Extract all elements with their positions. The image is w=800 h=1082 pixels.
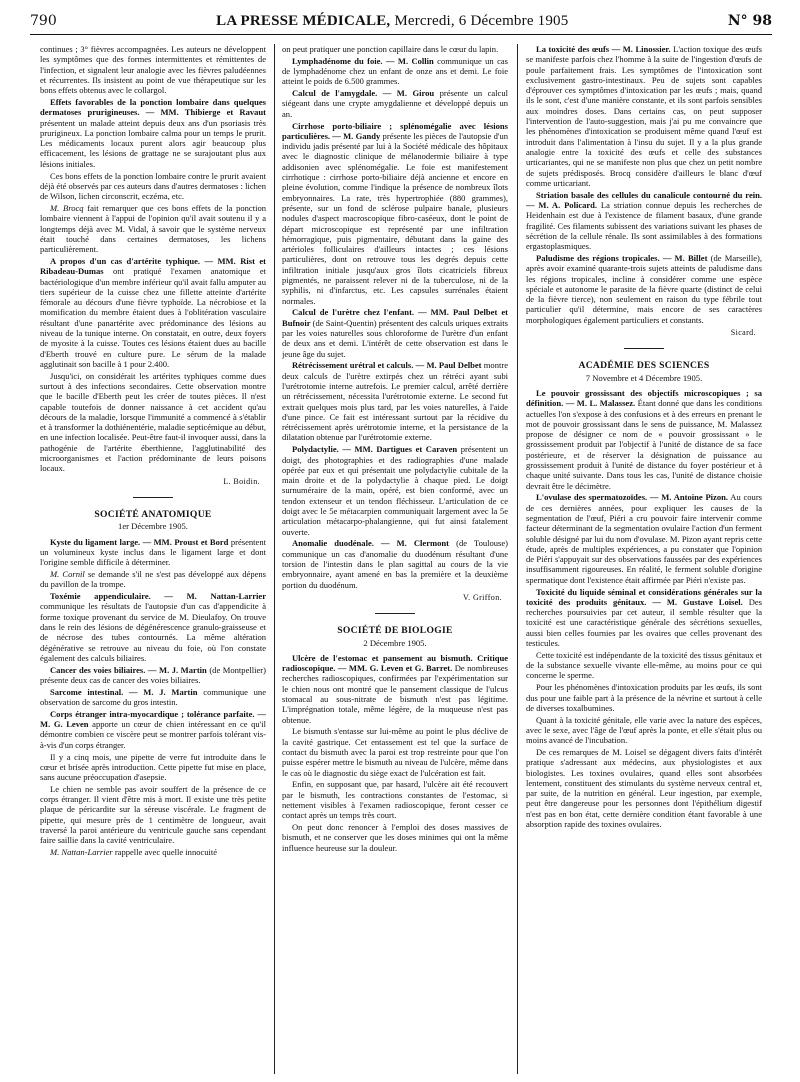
article-anomalie-duodenale: Anomalie duodénale. — M. Clermont (de Toulouse) communique un cas d'anomalie du duodénum résultant d'une torsion de l'intestin dans le plan sagittal au cours de la vie embryonnaire, ayant amené en bas la première et la deuxième portion du duodénum. [282,538,508,590]
paragraph: Il y a cinq mois, une pipette de verre fut introduite dans le cœur et brisée après introduction. Cette pipette fut mise en place, sans aucune préoccupation d'asepsie. [40,751,266,783]
article-heading: Calcul de l'amygdale. — M. Girou [292,88,435,99]
article-striation-basale: Striation basale des cellules du canalicule contourné du rein. — M. A. Policard. La striation connue depuis les recherches de Heidenhain est due à l'existence de filament basaux, d'une grande fragilité. Ces filaments subissent des variations suivant les phases de sécrétion de la cellule rénale. Ils sont assimilables à des formations ergastoplasmiques. [526,189,762,252]
article-toxemie: Toxémie appendiculaire. — M. Nattan-Larrier communique les résultats de l'autopsie d'un cas d'appendicite à forme toxique provenant du service de M. Dieulafoy. On trouve dans le rein des lésions de dégénérescence granulo-graisseuse et de nécrose des tubes contournés. La même altération dégénérative se retrouve au niveau du foie, où l'on constate également des calculs biliaires. [40,591,266,663]
page-number: 790 [30,13,57,29]
paragraph: Le bismuth s'entasse sur lui-même au point le plus déclive de la cavité gastrique. Cet entassement est tel que la surface de contact du bismuth avec la paroi est trop restreinte pour que l'on puisse espérer mettre le bismuth au niveau de l'ulcère, même dans le cas où le diagnostic du siège exact de l'ulcération est fait. [282,726,508,778]
article-ulcere-estomac: Ulcère de l'estomac et pansement au bismuth. Critique radioscopique. — MM. G. Leven et G. Barret. De nombreuses recherches radioscopiques, confirmées par l'expérimentation sur le chien nous ont montré que le pansement classique de l'ulcus stomacal au sous-nitrate de bismuth n'est pas légitime. L'imprégnation totale, même légère, de la muqueuse n'est pas obtenue. [282,652,508,725]
signature: L. Boidin. [223,476,260,486]
section-date: 1er Décembre 1905. [118,521,188,532]
article-heading: La toxicité des œufs — M. Linossier. [536,44,671,54]
signature: Sicard. [730,328,756,338]
column-right [526,44,762,1076]
author-name: M. Brocq [50,202,84,213]
article-heading: Polydactylie. — MM. Dartigues et Caraven [292,444,458,455]
paragraph: on peut pratiquer une ponction capillaire dans le cœur du lapin. [282,44,499,54]
paragraph: M. Brocq fait remarquer que ces bons effets de la ponction lombaire viennent à l'appui de l'opinion qu'il avait soutenu il y a longtemps déjà avec M. Vidal, à savoir que le système nerveux était touché dans certaines dermatoses, les lichens particulièrement. [40,202,266,255]
section-divider [624,348,664,349]
paragraph: Ces bons effets de la ponction lombaire contre le prurit avaient déjà été observés par ces auteurs dans d'autres dermatoses : lichen de Wilson, lichen circonscrit, eczéma, etc. [40,170,266,202]
article-polydactylie: Polydactylie. — MM. Dartigues et Caraven présentent un doigt, des photographies et des radiographies d'une malade opérée par eux et qui présentait une polydactylie cubitale de la main droite et de la polydactylie à chaque pied. Le doigt surnuméraire de la main, opéré, est bien conformé, avec un tendon extenseur et un tendon fléchisseur. L'articulation de ce doigt avec le 5e métacarpien communiquait largement avec la 5e articulation métacarpo-phalangienne, qui fut ainsi fatalement ouverte. [282,444,508,537]
article-heading: Calcul de l'urètre chez l'enfant. — MM. Paul Delbet et Bufnoir [282,307,508,328]
article-cirrhose: Cirrhose porto-biliaire ; splénomégalie avec lésions particulières. — M. Gandy présente les pièces de l'autopsie d'un individu jadis présenté par lui à la Société médicale des hôpitaux avec le diagnostic clinique de mélanodermie biliaire à type addisonien avec splénomégalie. Le foie est manifestement cirrhotique : cirrhose porto-biliaire déjà ancienne et encore en pleine évolution, comme l'indique la présence de nombreux îlots embryonnaires. La rate, très hypertrophiée (880 grammes), présente, sur un fond de sclérose pulpaire banale, plusieurs nodules d'aspect macroscopique fibro-caséeux, dont le point de départ microscopique est représenté par une infiltration hémorragique, puis pigmentaire, débutant dans la gaine des artérioles folliculaires d'ailleurs intactes ; ces lésions particulières, dont on retrouve tous les degrés depuis cette infiltration initiale jusqu'aux gros îlots cicatriciels fibreux pigmentés, ne paraissent relever ni de la tuberculose, ni de la syphilis, ni d'infarctus, etc. Les capsules surrénales étaient normales. [282,120,508,306]
paragraph: M. Nattan-Larrier rappelle avec quelle innocuité [50,847,218,858]
author-name: M. Cornil [50,568,85,579]
article-calcul-uretre: Calcul de l'urètre chez l'enfant. — MM. Paul Delbet et Bufnoir (de Saint-Quentin) présentent des calculs uriques extraits par les voies naturelles sous chloroforme de l'urètre d'un enfant de deux ans et demi. L'intérêt de cette observation est dans le jeune âge du sujet. [282,307,508,359]
journal-title: LA PRESSE MÉDICALE, Mercredi, 6 Décembre 1905 [216,12,569,29]
article-heading: Rétrécissement urétral et calculs. — M. Paul Delbet [292,360,482,371]
paragraph: Le chien ne semble pas avoir souffert de la présence de ce corps étranger. Il vient d'être mis à mort. Il existe une très petite plaque de péricardite sur la séreuse viscérale. Le fragment de pipette, qui mesure près de 1 centimètre de longueur, avait traversé la paroi antérieure du ventricule gauche sans cependant faire saillie dans la cavité ventriculaire. [40,783,266,846]
article-ovulase: L'ovulase des spermatozoïdes. — M. Antoine Pizon. Au cours de ces dernières années, pour expliquer les causes de la segmentation de l'œuf, Piéri a cru pouvoir faire intervenir comme facteur déterminant de la segmentation ovulaire l'action d'un ferment soluble désigné par lui du nom d'ovulase. M. Pizon ayant repris cette étude, après de multiples expériences, a pu constater que l'opinion de Piéri s'appuyait sur des observations faussées par des expériences insuffisamment rigoureuses. En réalité, le ferment soluble d'origine spermatique dont l'existence était affirmée par Piéri n'existe pas. [526,492,762,585]
article-heading: Cirrhose porto-biliaire ; splénomégalie avec lésions particulières. — M. Gandy [282,120,508,141]
signature: V. Griffon. [463,592,502,602]
article-sarcome: Sarcome intestinal. — M. J. Martin communique une observation de sarcome du gros intestin. [40,686,266,708]
article-heading: Sarcome intestinal. — M. J. Martin [50,686,198,697]
article-calcul-amygdale: Calcul de l'amygdale. — M. Girou présente un calcul siégeant dans une crypte amygdalienne et développé depuis un an. [282,88,508,119]
section-title: ACADÉMIE DES SCIENCES [578,360,710,372]
paragraph: Cette toxicité est indépendante de la toxicité des tissus génitaux et de la substance sexuelle vivante elle-même, au moins pour ce qui concerne le sperme. [526,649,762,681]
article-heading: Ulcère de l'estomac et pansement au bismuth. Critique radioscopique. — MM. G. Leven et G. Barret. [282,652,508,674]
article-heading: Toxicité du liquide séminal et considérations générales sur la toxicité des produits génitaux. — M. Gustave Loisel. [526,586,762,607]
article-heading: Kyste du ligament large. — MM. Proust et Bord [50,536,229,547]
article-heading: Paludisme des régions tropicales. — M. Billet [536,252,708,263]
paragraph: Enfin, en supposant que, par hasard, l'ulcère ait été recouvert par le bismuth, les contractions constantes de l'estomac, si nettement visibles à l'examen radioscopique, feront cesser ce contact après un temps très court. [282,779,508,821]
article-cancer-biliaire: Cancer des voies biliaires. — M. J. Martin (de Montpellier) présente deux cas de cancer des voies biliaires. [40,664,266,685]
issue-date: Mercredi, 6 Décembre 1905 [394,12,569,29]
article-arterite-typhique: A propos d'un cas d'artérite typhique. — MM. Rist et Ribadeau-Dumas ont pratiqué l'examen anatomique et bactériologique d'un membre inférieur qu'il avait fallu amputer au tiers supérieur de la cuisse chez une fillette atteinte d'artérite fémorale au décours d'une fièvre typhoïde. La nécrobiose et la momification du membre étaient dues à l'oblitération vasculaire résultant d'une panartérite avec prédominance des lésions au niveau de la tunique interne. On constatait, en outre, deux foyers de myosite à la cuisse. Toutes ces lésions étaient dues au bacille d'Eberth trouvé en culture pure. Le sérum de la malade agglutinait son bacille à 1 pour 2.400. [40,255,266,369]
article-heading: Anomalie duodénale. — M. Clermont [292,538,450,549]
section-divider [375,613,415,614]
article-pouvoir-grossissant: Le pouvoir grossissant des objectifs microscopiques ; sa définition. — M. L. Malassez. Étant donné que dans les conditions actuelles l'on s'expose à des confusions et à des erreurs en prenant le mot de pouvoir grossissant dans le sens de puissance, M. Malassez propose de désigner ce nom de « pouvoir grossissant » le grossissement produit par l'objectif à l'unité de distance de sa face postérieure, et de réserver la désignation de puissance au grossissement produit à l'unité de distance du foyer postérieur et à chaque unité suivante. Dans tous les cas, l'unité de distance choisie devrait être le décimètre. [526,387,762,491]
section-title: SOCIÉTÉ DE BIOLOGIE [337,625,453,637]
paragraph: De ces remarques de M. Loisel se dégagent divers faits d'intérêt pratique s'adressant aux médecins, aux physiologistes et aux biologistes. Les toxines ovulaires, quand elles sont absorbées lentement, constituent des stimulants du système nerveux central et, par suite, de la nutrition en général. Leur ingestion, par exemple, peut être dangereuse pour les personnes dont l'épithélium digestif n'est pas en bon état, cette dernière condition étant favorable à une absorption rapide des toxines ovulaires. [526,747,762,830]
section-title: SOCIÉTÉ ANATOMIQUE [94,508,212,520]
article-heading: Corps étranger intra-myocardique ; tolérance parfaite. — M. G. Leven [40,708,266,730]
column-divider [274,44,275,1074]
section-date: 7 Novembre et 4 Décembre 1905. [585,372,703,383]
paragraph: Quant à la toxicité génitale, elle varie avec la nature des espèces, avec le sexe, avec l'âge de l'œuf après la ponte, et elle s'était plus ou moins avancé de l'incubation. [526,714,762,746]
column-left [40,44,266,1076]
article-heading: Striation basale des cellules du canalicule contourné du rein. — M. A. Policard. [526,189,762,210]
article-effets-ponction: Effets favorables de la ponction lombaire dans quelques dermatoses prurigineuses. — MM. Thibierge et Ravaut présentent un malade atteint depuis deux ans d'un psoriasis très prurigineux. La ponction lombaire calma pour un temps le prurit. Les médicaments locaux purent alors agir beaucoup plus efficacement, les lésions de grattage ne se surajoutant plus aux lésions initiales. [40,96,266,169]
section-date: 2 Décembre 1905. [363,637,427,648]
paragraph: M. Cornil se demande s'il ne s'est pas développé aux dépens du pavillon de la trompe. [40,568,266,590]
paragraph: On peut donc renoncer à l'emploi des doses massives de bismuth, et ne conserver que les doses minimes qui ont la même influence heureuse sur la douleur. [282,822,508,853]
article-heading: Lymphadénome du foie. — M. Collin [292,55,434,66]
column-divider [517,44,518,1074]
article-heading: Toxémie appendiculaire. — M. Nattan-Larrier [50,591,266,602]
article-corps-etranger: Corps étranger intra-myocardique ; tolérance parfaite. — M. G. Leven apporte un cœur de chien intéressant en ce qu'il démontre combien ce viscère peut se montrer parfois tolérant vis-à-vis d'un corps étranger. [40,708,266,750]
section-divider [133,497,173,498]
paragraph: continues ; 3° fièvres accompagnées. Les auteurs ne développent les symptômes que des formes intermittentes et rémittentes de l'infection, et signalent leur analogie avec les fièvres paludéennes et récurrentes. Ils insistent au point de vue thérapeutique sur les bons effets obtenus avec le collargol. [40,44,266,96]
article-kyste-ligament: Kyste du ligament large. — MM. Proust et Bord présentent un volumineux kyste inclus dans le ligament large et dont l'origine semble difficile à déterminer. [40,536,266,568]
article-lymphadenome: Lymphadénome du foie. — M. Collin communique un cas de lymphadénome chez un enfant de onze ans et demi. Le foie atteint le poids de 6.500 grammes. [282,55,508,87]
article-toxicite-liquide-seminal: Toxicité du liquide séminal et considérations générales sur la toxicité des produits génitaux. — M. Gustave Loisel. Des recherches poursuivies par cet auteur, il semble résulter que la toxicité est une caractéristique générale des sécrétions sexuelles, aussi bien celles fournies par les ovaires que celles provenant des testicules. [526,586,762,649]
article-paludisme: Paludisme des régions tropicales. — M. Billet (de Marseille), après avoir examiné quarante-trois sujets atteints de paludisme dans les régions tropicales, incline à considérer comme une espèce spéciale et autonome le parasite de la fièvre quarte (distinct de celui de la fièvre tierce), non seulement en raison du type fébrile tout particulier qu'il détermine, mais encore de ses caractères morphologiques également particuliers et constants. [526,252,762,325]
article-heading: Effets favorables de la ponction lombaire dans quelques dermatoses prurigineuses. — MM. Thibierge et Ravaut [40,96,266,118]
article-toxicite-oeufs: La toxicité des œufs — M. Linossier. L'action toxique des œufs se manifeste parfois chez l'homme à la suite de l'ingestion d'œufs de poule parfaitement frais. Les symptômes de l'intoxication sont exclusivement gastro-intestinaux. Peu de sujets sont capables d'éprouver ces symptômes d'intoxication par les œufs ; mais, quand ils le sont, c'est d'une manière constante, et ils sont parfois sensibles aux moindres doses. Dans certains cas, on peut supposer l'intervention de l'auto-suggestion, mais j'ai pu me convaincre que les phénomènes d'intoxication se produisent même quand l'œuf est introduit dans l'alimentation à l'insu du sujet. Il y a la plus grande analogie entre la toxicité des œufs et celle des substances urticariantes, qui ne se manifeste non plus que chez un petit nombre de sujets prédisposés. Brocq considère d'ailleurs le blanc d'œuf comme urticariant. [526,44,762,188]
paragraph: Jusqu'ici, on considérait les artérites typhiques comme dues surtout à des infections secondaires. Cette observation montre que le bacille d'Eberth peut les créer de toutes pièces. Il n'est capable toutefois de donner naissance à cet accident qu'au décours de la maladie, lorsque l'immunité a commencé à s'établir et à transformer la dothiénentérie, maladie septicémique au début, en une infection localisée. Peut-être faut-il invoquer aussi, dans la pathogénie de l'artérite éberthienne, l'agglutinabilité des microorganismes et l'action prédominante de leurs poisons locaux. [40,370,266,474]
author-name: M. Nattan-Larrier [50,847,113,858]
page-header [30,8,772,35]
article-retrecissement: Rétrécissement urétral et calculs. — M. Paul Delbet montre deux calculs de l'urètre extirpés chez un rétréci ayant subi l'urétrotomie interne autrefois. Le premier calcul, arrêté derrière un rétrécissement, nécessita l'urétrotomie externe. Le second fut extrait quelques mois plus tard, par les voies naturelles, à l'aide d'une pince. Ce fait est intéressant surtout par la récidive du rétrécissement après urétrotomie interne, et la persistance de la dilatation obtenue par l'urétrotomie externe. [282,360,508,443]
article-heading: L'ovulase des spermatozoïdes. — M. Antoine Pizon. [536,492,728,503]
article-heading: Cancer des voies biliaires. — M. J. Martin [50,664,207,675]
article-heading: Le pouvoir grossissant des objectifs microscopiques ; sa définition. — M. L. Malassez. [526,387,762,409]
paragraph: Pour les phénomènes d'intoxication produits par les œufs, ils sont dus pour une faible part à la présence de la névrine et surtout à celle de diverses toxalbumines. [526,682,762,713]
issue-number: N° 98 [727,13,772,29]
column-middle [282,44,508,1076]
article-heading: A propos d'un cas d'artérite typhique. — MM. Rist et Ribadeau-Dumas [40,255,266,277]
